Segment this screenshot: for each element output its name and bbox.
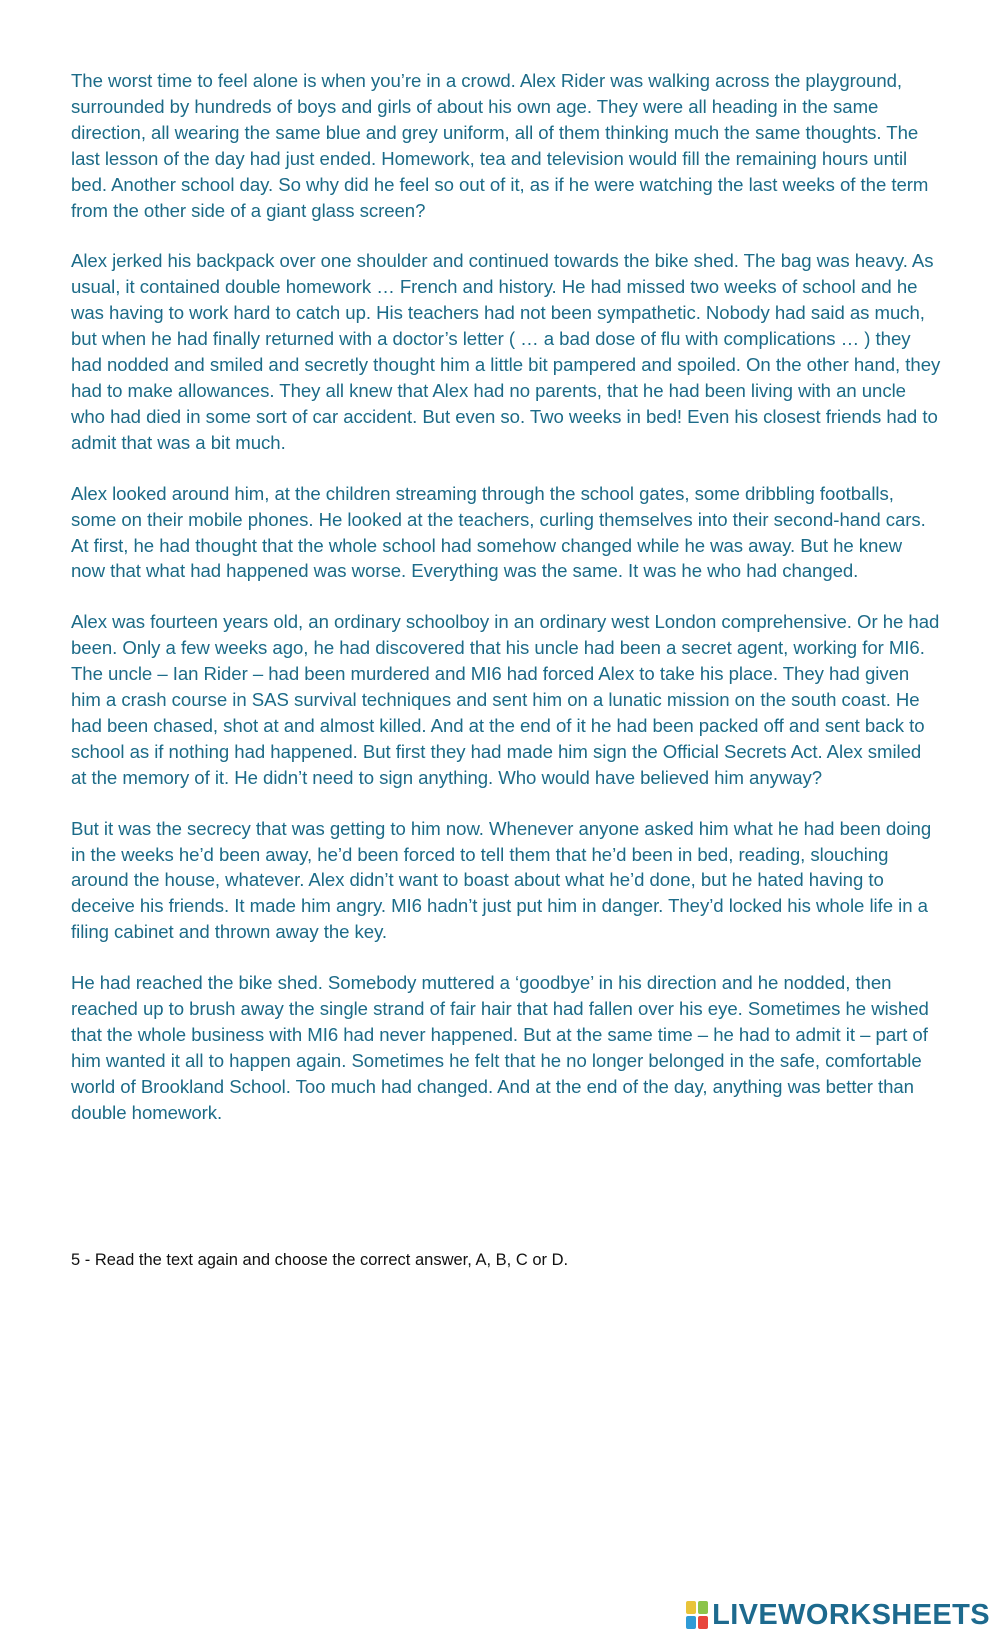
logo-block-green [698, 1601, 708, 1614]
passage-paragraph-3: Alex looked around him, at the children streaming through the school gates, some dribbling footballs, some on their mobile phones. He looked at the teachers, curling themselves into their second-hand cars. At first, he had thought that the whole school had somehow changed while he was away. But he knew now that what had happened was worse. Everything was the same. It was he who had changed. [71, 482, 926, 582]
exercise-instruction: 5 - Read the text again and choose the correct answer, A, B, C or D. [71, 1251, 569, 1269]
logo-block-blue [686, 1616, 696, 1629]
liveworksheets-logo[interactable] [686, 1597, 990, 1633]
passage-paragraph-6: He had reached the bike shed. Somebody muttered a ‘goodbye’ in his direction and he nodded, then reached up to brush away the single strand of fair hair that had fallen over his eye. Sometimes he wished that the whole business with MI6 had never happened. But at the same time – he had to admit it – part of him wanted it all to happen again. Sometimes he felt that he no longer belonged in the safe, comfortable world of Brookland School. Too much had changed. And at the end of the day, anything was better than double homework. [71, 972, 929, 1123]
logo-block-red [698, 1616, 708, 1629]
reading-passage [71, 68, 941, 1151]
logo-wordmark: LIVEWORKSHEETS [712, 1599, 990, 1631]
passage-paragraph-4: Alex was fourteen years old, an ordinary schoolboy in an ordinary west London comprehensive. Or he had been. Only a few weeks ago, he had discovered that his uncle had been a secret agent, working for MI6. The uncle – Ian Rider – had been murdered and MI6 had forced Alex to take his place. They had given him a crash course in SAS survival techniques and sent him on a lunatic mission on the south coast. He had been chased, shot at and almost killed. And at the end of it he had been packed off and sent back to school as if nothing had happened. But first they had made him sign the Official Secrets Act. Alex smiled at the memory of it. He didn’t need to sign anything. Who would have believed him anyway? [71, 611, 940, 788]
liveworksheets-logo-icon [686, 1601, 708, 1629]
passage-paragraph-1: The worst time to feel alone is when you’re in a crowd. Alex Rider was walking across the playground, surrounded by hundreds of boys and girls of about his own age. They were all heading in the same direction, all wearing the same blue and grey uniform, all of them thinking much the same thoughts. The last lesson of the day had just ended. Homework, tea and television would fill the remaining hours until bed. Another school day. So why did he feel so out of it, as if he were watching the last weeks of the term from the other side of a giant glass screen? [71, 70, 929, 221]
logo-block-yellow [686, 1601, 696, 1614]
passage-paragraph-2: Alex jerked his backpack over one shoulder and continued towards the bike shed. The bag was heavy. As usual, it contained double homework … French and history. He had missed two weeks of school and he was having to work hard to catch up. His teachers had not been sympathetic. Nobody had said as much, but when he had finally returned with a doctor’s letter ( … a bad dose of flu with complications … ) they had nodded and smiled and secretly thought him a little bit pampered and spoiled. On the other hand, they had to make allowances. They all knew that Alex had no parents, that he had been living with an uncle who had died in some sort of car accident. But even so. Two weeks in bed! Even his closest friends had to admit that was a bit much. [71, 250, 941, 453]
passage-paragraph-5: But it was the secrecy that was getting to him now. Whenever anyone asked him what he had been doing in the weeks he’d been away, he’d been forced to tell them that he’d been in bed, reading, slouching around the house, whatever. Alex didn’t want to boast about what he’d done, but he hated having to deceive his friends. It made him angry. MI6 hadn’t just put him in danger. They’d locked his whole life in a filing cabinet and thrown away the key. [71, 817, 932, 943]
